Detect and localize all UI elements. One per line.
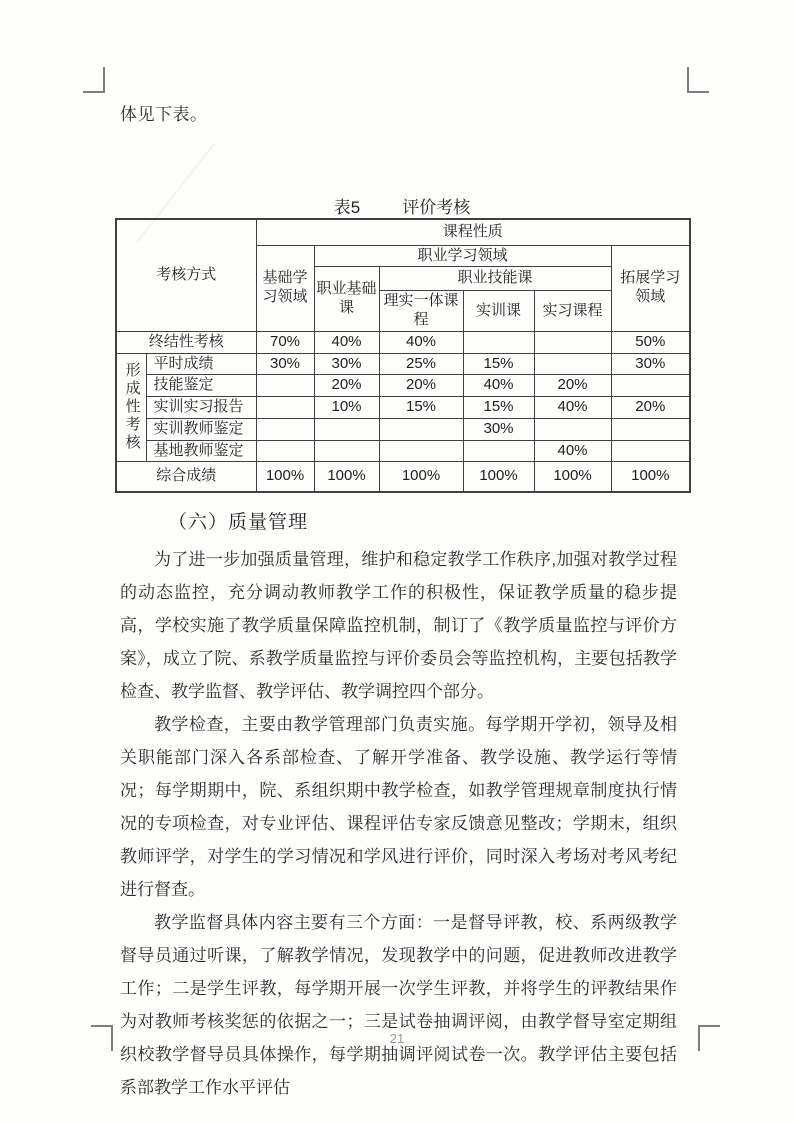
cell-value: 25% <box>379 353 463 375</box>
row-label: 实训教师鉴定 <box>146 418 256 440</box>
cell-value: 30% <box>256 353 314 375</box>
table-row <box>116 418 690 440</box>
table-row <box>116 353 690 375</box>
header-expand-learning: 拓展学习领域 <box>611 245 690 331</box>
cell-value: 50% <box>611 331 690 353</box>
cell-value: 15% <box>463 397 534 419</box>
cell-value <box>611 375 690 397</box>
cell-value <box>256 397 314 419</box>
paragraph: 为了进一步加强质量管理，维护和稳定教学工作秩序,加强对教学过程的动态监控，充分调动教师教学工作的积极性，保证教学质量的稳步提高，学校实施了教学质量保障监控机制，制订了《教学质量监控与评价方案》，成立了院、系教学质量监控与评价委员会等监控机构，主要包括教学检查、教学监督、教学评估、教学调控四个部分。 <box>120 550 677 701</box>
cell-value <box>256 418 314 440</box>
page-number: 21 <box>389 1031 405 1046</box>
cell-value <box>314 418 379 440</box>
cell-value <box>256 440 314 462</box>
cell-value <box>611 440 690 462</box>
header-basic-learning: 基础学习领域 <box>256 245 314 331</box>
header-vocational-skill: 职业技能课 <box>379 267 611 291</box>
table-row <box>116 375 690 397</box>
evaluation-table <box>115 218 691 493</box>
crop-mark-top-right <box>687 67 709 93</box>
cell-value: 100% <box>534 462 611 492</box>
cell-value: 10% <box>314 397 379 419</box>
cell-value <box>379 418 463 440</box>
row-label-summative: 终结性考核 <box>116 331 256 353</box>
cell-value: 40% <box>314 331 379 353</box>
cell-value: 40% <box>463 375 534 397</box>
cell-value <box>534 353 611 375</box>
cell-value <box>534 331 611 353</box>
header-assess-method: 考核方式 <box>116 219 256 331</box>
table-row <box>116 331 690 353</box>
header-vocational-basic: 职业基础课 <box>314 267 379 332</box>
table-row <box>116 440 690 462</box>
cell-value <box>379 440 463 462</box>
table-title-text: 评价考核 <box>402 198 471 217</box>
body-text <box>120 543 677 1104</box>
section-heading: （六）质量管理 <box>168 512 309 533</box>
cell-value: 100% <box>379 462 463 492</box>
cell-value: 40% <box>534 440 611 462</box>
row-label-composite: 综合成绩 <box>116 462 256 492</box>
cell-value: 30% <box>611 353 690 375</box>
intro-text: 体见下表。 <box>120 105 208 124</box>
cell-value: 15% <box>463 353 534 375</box>
cell-value: 20% <box>534 375 611 397</box>
cell-value <box>314 440 379 462</box>
cell-value: 100% <box>463 462 534 492</box>
cell-value: 40% <box>534 397 611 419</box>
row-group-label-formative: 形成性考核 <box>116 353 146 462</box>
cell-value: 30% <box>314 353 379 375</box>
table-row <box>116 462 690 492</box>
cell-value: 20% <box>314 375 379 397</box>
header-training: 实训课 <box>463 291 534 332</box>
cell-value <box>463 440 534 462</box>
row-label: 实训实习报告 <box>146 397 256 419</box>
cell-value: 30% <box>463 418 534 440</box>
row-label: 平时成绩 <box>146 353 256 375</box>
cell-value: 100% <box>256 462 314 492</box>
table-row <box>116 397 690 419</box>
paragraph: 教学检查，主要由教学管理部门负责实施。每学期开学初，领导及相关职能部门深入各系部检查、了解开学准备、教学设施、教学运行等情况；每学期期中，院、系组织期中教学检查，如教学管理规章制度执行情况的专项检查，对专业评估、课程评估专家反馈意见整改；学期末，组织教师评学，对学生的学习情况和学风进行评价，同时深入考场对考风考纪进行督查。 <box>120 715 677 899</box>
cell-value: 100% <box>611 462 690 492</box>
header-theory-practice: 理实一体课程 <box>379 291 463 332</box>
cell-value: 20% <box>379 375 463 397</box>
table-title <box>115 193 689 218</box>
row-label: 基地教师鉴定 <box>146 440 256 462</box>
header-course-nature: 课程性质 <box>256 219 690 245</box>
header-vocational-learning: 职业学习领域 <box>314 245 611 267</box>
table-title-number: 表5 <box>333 198 361 217</box>
cell-value <box>256 375 314 397</box>
cell-value <box>534 418 611 440</box>
cell-value: 70% <box>256 331 314 353</box>
cell-value <box>611 418 690 440</box>
row-label: 技能鉴定 <box>146 375 256 397</box>
cell-value: 15% <box>379 397 463 419</box>
crop-mark-top-left <box>83 67 105 93</box>
cell-value: 40% <box>379 331 463 353</box>
cell-value: 100% <box>314 462 379 492</box>
header-internship: 实习课程 <box>534 291 611 332</box>
paragraph: 教学监督具体内容主要有三个方面：一是督导评教，校、系两级教学督导员通过听课，了解教学情况，发现教学中的问题，促进教师改进教学工作；二是学生评教，每学期开展一次学生评教，并将学生的评教结果作为对教师考核奖惩的依据之一；三是试卷抽调评阅，由教学督导室定期组织校教学督导员具体操作，每学期抽调评阅试卷一次。教学评估主要包括系部教学工作水平评估 <box>120 913 677 1097</box>
cell-value <box>463 331 534 353</box>
cell-value: 20% <box>611 397 690 419</box>
